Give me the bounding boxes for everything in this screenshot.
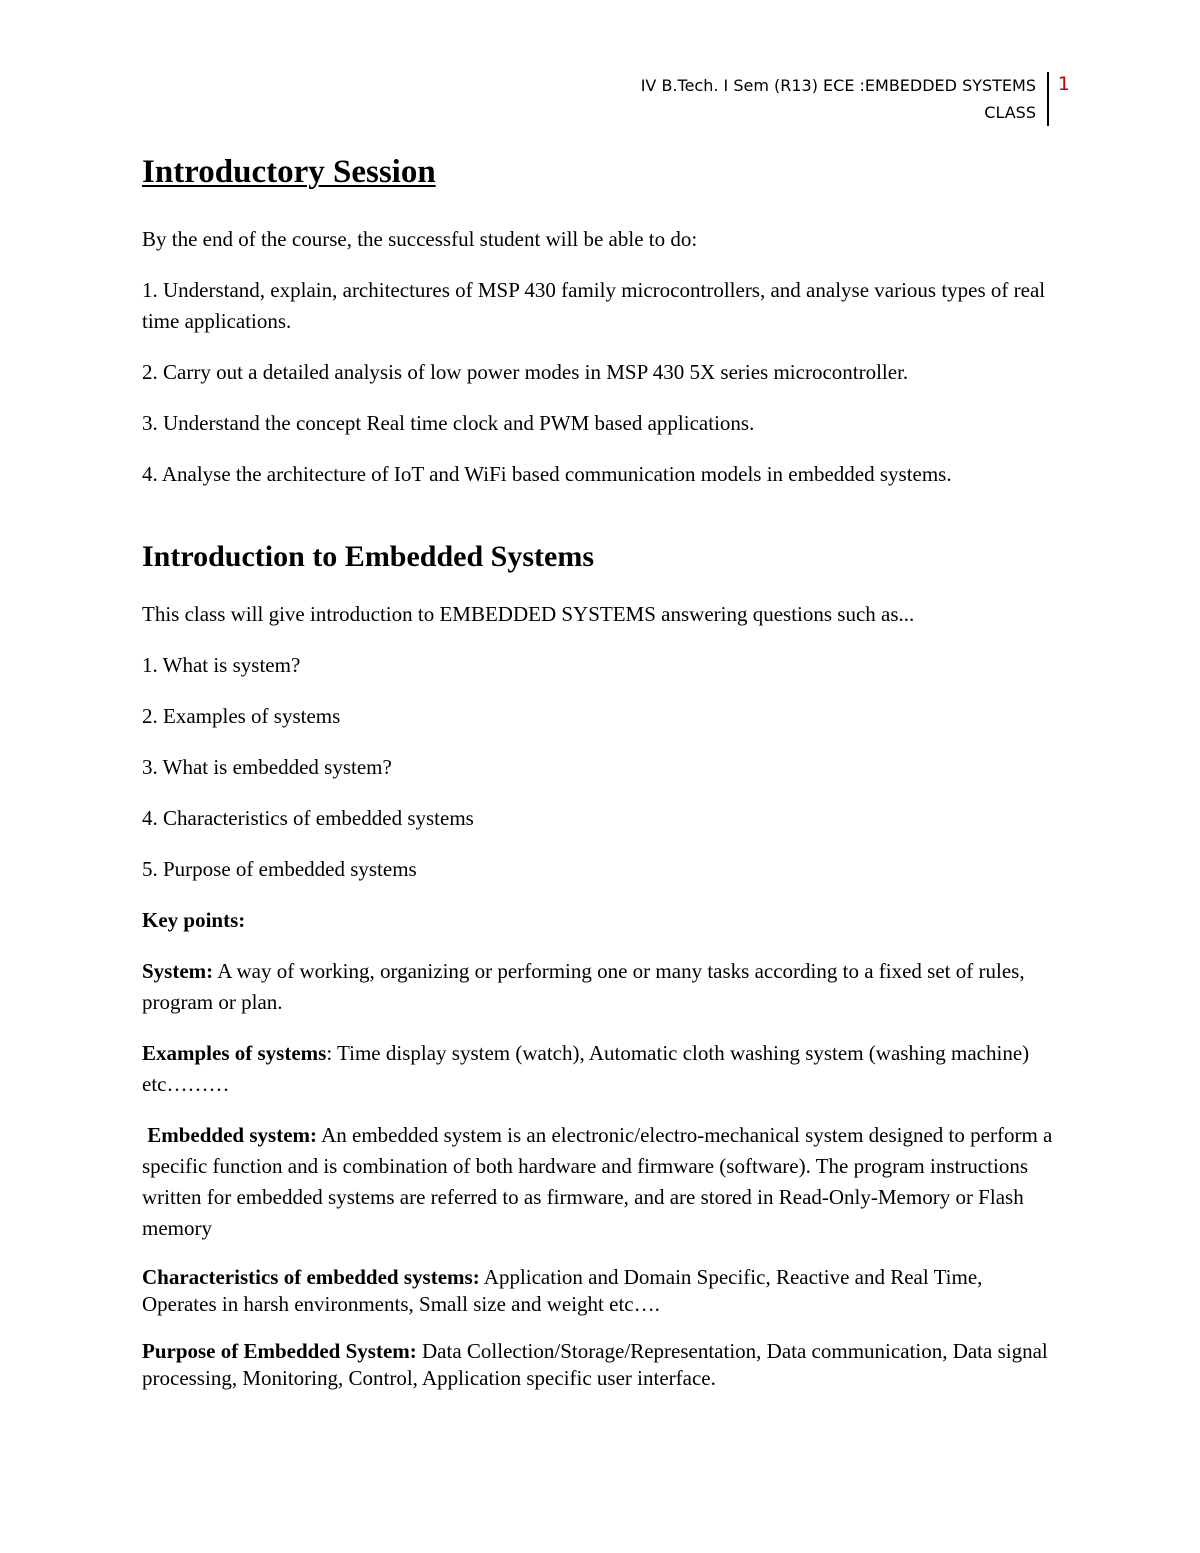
document-body [142, 150, 1062, 1412]
section-spacer [142, 510, 1062, 537]
embedded-lead: This class will give introduction to EMBEDDED SYSTEMS answering questions such as... [142, 602, 915, 626]
intro-lead: By the end of the course, the successful student will be able to do: [142, 227, 698, 251]
definition-purpose [142, 1338, 1062, 1392]
definition-examples [142, 1038, 1062, 1100]
key-points-heading: Key points: [142, 908, 246, 932]
header-course-info [641, 72, 1036, 126]
definition-term: Characteristics of embedded systems: [142, 1265, 480, 1289]
definition-system [142, 956, 1062, 1018]
header-divider [1047, 72, 1049, 126]
definition-text: An embedded system is an electronic/electro-mechanical system designed to perform a specific function and is combination of both hardware and firmware (software). The program instructions written for embedded systems are referred to as firmware, and are stored in Read-Only-Memory or Flash memory [142, 1123, 1053, 1240]
outcome-item: 3. Understand the concept Real time clock and PWM based applications. [142, 411, 755, 435]
section-title-introductory-session: Introductory Session [142, 154, 436, 190]
definition-characteristics [142, 1264, 1062, 1318]
question-item: 1. What is system? [142, 653, 301, 677]
definition-term: Embedded system: [142, 1123, 318, 1147]
section-title-introduction-embedded: Introduction to Embedded Systems [142, 540, 595, 573]
definition-text: : Time display system (watch), Automatic cloth washing system (washing machine) etc……… [142, 1041, 1030, 1096]
question-item: 3. What is embedded system? [142, 755, 392, 779]
definition-embedded-system [142, 1120, 1062, 1244]
definition-term: Examples of systems [142, 1041, 327, 1065]
question-item: 4. Characteristics of embedded systems [142, 806, 474, 830]
definition-term: System: [142, 959, 214, 983]
definition-text: Data Collection/Storage/Representation, Data communication, Data signal processing, Monitoring, Control, Application specific user interface. [142, 1339, 1048, 1390]
outcome-item: 2. Carry out a detailed analysis of low power modes in MSP 430 5X series microcontroller. [142, 360, 909, 384]
outcome-item: 4. Analyse the architecture of IoT and WiFi based communication models in embedded systems. [142, 462, 952, 486]
definition-text: Application and Domain Specific, Reactive and Real Time, Operates in harsh environments, Small size and weight etc…. [142, 1265, 983, 1316]
question-item: 5. Purpose of embedded systems [142, 857, 417, 881]
page-number: 1 [1057, 73, 1070, 95]
question-item: 2. Examples of systems [142, 704, 341, 728]
definition-term: Purpose of Embedded System: [142, 1339, 417, 1363]
header-line-2: CLASS [984, 103, 1036, 122]
definition-text: A way of working, organizing or performing one or many tasks according to a fixed set of rules, program or plan. [142, 959, 1025, 1014]
outcome-item: 1. Understand, explain, architectures of MSP 430 family microcontrollers, and analyse various types of real time applications. [142, 278, 1046, 333]
header-line-1: IV B.Tech. I Sem (R13) ECE :EMBEDDED SYSTEMS [640, 76, 1036, 95]
